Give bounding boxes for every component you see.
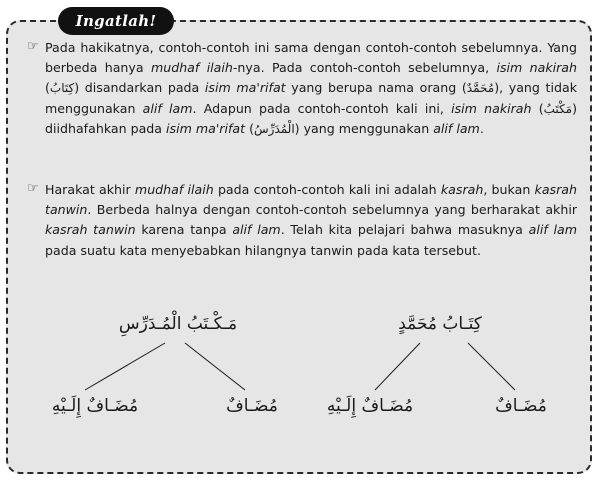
left-branch-to-mudhaf-ilaih	[85, 343, 165, 390]
arabic-almudarrisu: الْمُدَرِّسُ	[254, 121, 295, 136]
right-phrase: كِتَـابُ مُحَمَّدٍ	[398, 314, 482, 334]
right-mudhaf: مُضَـافٌ	[495, 396, 547, 416]
arabic-muhammadun: مُحَمَّدٌ	[466, 81, 495, 96]
right-branch-to-mudhaf-ilaih	[375, 343, 420, 390]
left-branch-to-mudhaf	[185, 343, 245, 390]
pointing-hand-icon: ☞	[27, 39, 39, 54]
left-mudhaf: مُضَـافٌ	[226, 396, 278, 416]
left-mudhaf-ilaih: مُضَـافٌ إِلَـيْهِ	[51, 396, 139, 416]
ingatlah-badge: Ingatlah!	[58, 7, 174, 35]
arabic-kitabu: كِتَابُ	[49, 81, 75, 96]
pointing-hand-icon: ☞	[27, 181, 39, 196]
paragraph-1: Pada hakikatnya, contoh-contoh ini sama dengan contoh-contoh sebelumnya. Yang berbeda hanya mudhaf ilaih-nya. Pada contoh-contoh sebelumnya, isim nakirah (كِتَابُ) disandarkan pada isim ma'rifat yang berupa nama orang (مُحَمَّدٌ), yang tidak menggunakan alif lam. Adapun pada contoh-contoh kali ini, isim nakirah (مَكْتَبُ) diidhafahkan pada isim ma'rifat (الْمُدَرِّسُ) yang menggunakan alif lam.	[45, 40, 578, 136]
left-phrase: مَـكْـتَبُ الْمُـدَرِّسِ	[118, 314, 238, 334]
right-mudhaf-ilaih: مُضَـافٌ إِلَـيْهِ	[326, 396, 414, 416]
right-branch-to-mudhaf	[468, 343, 515, 390]
arabic-maktabu: مَكْتَبُ	[543, 101, 573, 116]
paragraph-2: Harakat akhir mudhaf ilaih pada contoh-contoh kali ini adalah kasrah, bukan kasrah tanwin. Berbeda halnya dengan contoh-contoh sebelumnya yang berharakat akhir kasrah tanwin karena tanpa alif lam. Telah kita pelajari bahwa masuknya alif lam pada suatu kata menyebabkan hilangnya tanwin pada kata tersebut.	[45, 182, 577, 258]
